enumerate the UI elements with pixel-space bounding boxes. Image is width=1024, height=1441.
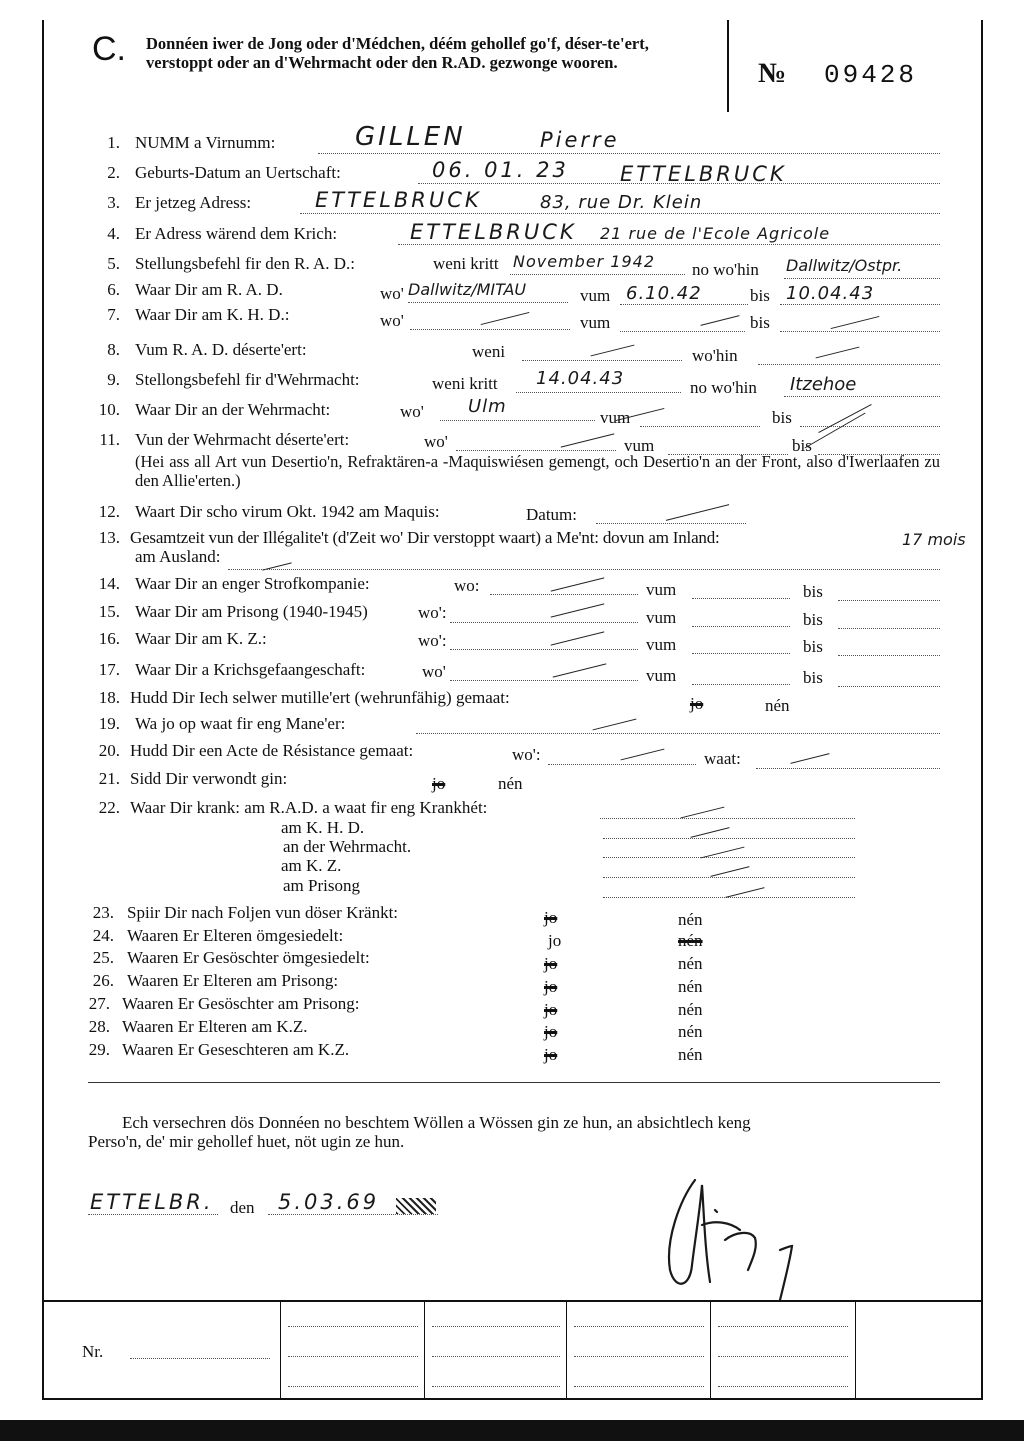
rad-desert-when-dash: [591, 345, 635, 357]
kz-where-label: wo':: [418, 631, 447, 650]
wehrmacht-from-label: vum: [600, 408, 631, 427]
footer-cell-line: [288, 1386, 418, 1387]
war-address-field[interactable]: [398, 244, 940, 245]
mutilation-no[interactable]: nén: [765, 696, 790, 715]
rad-to-label: bis: [750, 286, 770, 305]
parents-prison-yes[interactable]: jo: [544, 977, 558, 996]
row-number: 15.: [98, 602, 120, 621]
footer-col-divider: [566, 1300, 567, 1400]
row-number: 10.: [98, 400, 120, 419]
footer-cell-line: [432, 1356, 560, 1357]
footer-cell-line: [718, 1386, 848, 1387]
footer-cell-line: [432, 1326, 560, 1327]
date-value: 5.03.69: [278, 1190, 380, 1214]
nr-label: Nr.: [82, 1342, 104, 1361]
sick-label: Waar Dir krank: am R.A.D. a waat fir eng Krankhét:: [130, 798, 488, 817]
rad-from-value: 6.10.42: [626, 283, 702, 304]
sick-khd-field[interactable]: [603, 838, 855, 839]
row-number: 7.: [107, 305, 120, 324]
consequences-label: Spiir Dir nach Foljen vun döser Kränkt:: [127, 903, 399, 922]
kz-label: Waar Dir am K. Z.:: [135, 629, 267, 648]
frame-bottom: [42, 1398, 983, 1400]
sick-khd-dash: [690, 827, 729, 838]
row-number: 21.: [98, 769, 120, 788]
mutilation-label: Hudd Dir Iech selwer mutille'ert (wehrunfähig) gemaat:: [130, 688, 510, 707]
prison-from-label: vum: [646, 608, 677, 627]
sick-kz-field[interactable]: [603, 877, 855, 878]
resistance-what-dash: [790, 753, 829, 764]
wehrmacht-from-field[interactable]: [640, 426, 760, 427]
rad-desert-when-label: weni: [472, 342, 506, 361]
kz-from-field[interactable]: [692, 653, 790, 654]
resistance-what-field[interactable]: [756, 768, 940, 769]
section-letter: C.: [92, 30, 126, 68]
footer-cell-line: [432, 1386, 560, 1387]
date-field[interactable]: [268, 1214, 438, 1215]
wehrmacht-order-label: Stellongsbefehl fir d'Wehrmacht:: [135, 370, 360, 389]
address-street-value: 83, rue Dr. Klein: [540, 192, 703, 213]
kz-where-field[interactable]: [450, 649, 638, 650]
prison-to-label: bis: [803, 610, 823, 629]
rad-order-when-value: November 1942: [513, 252, 656, 271]
khd-label: Waar Dir am K. H. D.:: [135, 305, 290, 324]
wehrmacht-order-when-field[interactable]: [516, 392, 681, 393]
address-label: Er jetzeg Adress:: [135, 193, 252, 212]
row-number: 16.: [98, 629, 120, 648]
rad-desert-where-label: wo'hin: [692, 346, 738, 365]
khd-from-dash: [700, 315, 739, 326]
wehrmacht-desert-where-dash: [561, 433, 615, 447]
siblings-kz-yes[interactable]: jo: [544, 1045, 558, 1064]
row-number: 2.: [107, 163, 120, 182]
row-number: 23.: [92, 903, 114, 922]
punishment-to-field[interactable]: [838, 600, 940, 601]
wehrmacht-where-field[interactable]: [440, 420, 595, 421]
rad-order-where-field[interactable]: [784, 278, 940, 279]
prison-label: Waar Dir am Prisong (1940-1945): [135, 602, 368, 621]
parents-prison-no[interactable]: nén: [678, 977, 703, 996]
consequences-no[interactable]: nén: [678, 910, 703, 929]
wehrmacht-where-label: wo': [400, 402, 424, 421]
footer-col-divider: [710, 1300, 711, 1400]
punishment-where-field[interactable]: [490, 594, 638, 595]
footer-cell-line: [718, 1356, 848, 1357]
separator-line: [88, 1082, 940, 1083]
wehrmacht-to-label: bis: [772, 408, 792, 427]
row-number: 6.: [107, 280, 120, 299]
wehrmacht-to-field[interactable]: [800, 426, 940, 427]
den-label: den: [230, 1198, 255, 1217]
row-number: 27.: [88, 994, 110, 1013]
row-number: 17.: [98, 660, 120, 679]
wehrmacht-desert-where-label: wo': [424, 432, 448, 451]
pow-label: Waar Dir a Krichsgefaangeschaft:: [135, 660, 366, 679]
form-title: Donnéen iwer de Jong oder d'Médchen, déém gehollef go'f, déser-te'ert, verstoppt oder an d'Wehrmacht oder den R.AD. gezwonge wooren.: [146, 34, 649, 72]
rad-desert-when-field[interactable]: [522, 360, 682, 361]
rad-desert-where-field[interactable]: [758, 364, 940, 365]
row-number: 8.: [107, 340, 120, 359]
form-number: 09428: [824, 60, 918, 90]
prison-where-field[interactable]: [450, 622, 638, 623]
wounded-label: Sidd Dir verwondt gin:: [130, 769, 288, 788]
wehrmacht-order-when-label: weni kritt: [432, 374, 498, 393]
row-number: 1.: [107, 133, 120, 152]
footer-col-divider: [280, 1300, 281, 1400]
wehrmacht-order-where-value: Itzehoe: [790, 374, 857, 395]
maquis-label: Waart Dir scho virum Okt. 1942 am Maquis:: [135, 502, 440, 521]
war-address-city-value: ETTELBRUCK: [410, 220, 577, 244]
illegality-label: Gesamtzeit vun der Illégalite't (d'Zeit wo' Dir verstoppt waart) a Me'nt: dovun am Inland:: [130, 528, 720, 547]
row-number: 13.: [98, 528, 120, 547]
footer-cell-line: [574, 1386, 704, 1387]
name-field[interactable]: [318, 153, 940, 154]
rad-to-value: 10.04.43: [786, 283, 875, 304]
footer-cell-line: [574, 1356, 704, 1357]
footer-cell-line: [718, 1326, 848, 1327]
punishment-company-label: Waar Dir an enger Strofkompanie:: [135, 574, 370, 593]
parents-resettled-no[interactable]: nén: [678, 931, 703, 950]
sick-khd-label: am K. H. D.: [281, 818, 365, 837]
row-number: 22.: [98, 798, 120, 817]
declaration-line-1: Ech versechren dös Donnéen no beschtem Wöllen a Wössen gin ze hun, an absichtlech keng: [122, 1113, 751, 1132]
prison-where-dash: [551, 603, 605, 617]
sick-wehrmacht-label: an der Wehrmacht.: [283, 837, 412, 856]
rad-from-field[interactable]: [620, 304, 748, 305]
footer-cell-line: [574, 1326, 704, 1327]
place-field[interactable]: [88, 1214, 218, 1215]
sick-prison-field[interactable]: [603, 897, 855, 898]
kz-where-dash: [551, 631, 605, 645]
row-number: 24.: [92, 926, 114, 945]
rad-desert-where-dash: [816, 347, 860, 359]
footer-cell-line: [288, 1326, 418, 1327]
rad-to-field[interactable]: [780, 304, 940, 305]
pow-from-field[interactable]: [692, 684, 790, 685]
row-number: 4.: [107, 224, 120, 243]
pow-where-dash: [553, 663, 607, 677]
row-number: 25.: [92, 948, 114, 967]
prison-to-field[interactable]: [838, 628, 940, 629]
birth-date-value: 06. 01. 23: [432, 158, 569, 182]
rad-order-where-value: Dallwitz/Ostpr.: [786, 256, 903, 275]
wehrmacht-desert-label: Vun der Wehrmacht déserte'ert:: [135, 430, 350, 449]
place-value: ETTELBR.: [90, 1190, 214, 1214]
manner-dash: [593, 719, 637, 731]
wehrmacht-order-where-label: no wo'hin: [690, 378, 757, 397]
sick-prison-label: am Prisong: [283, 876, 360, 895]
address-city-value: ETTELBRUCK: [315, 188, 482, 212]
row-number: 12.: [98, 502, 120, 521]
wehrmacht-label: Waar Dir an der Wehrmacht:: [135, 400, 331, 419]
siblings-kz-label: Waaren Er Geseschteren am K.Z.: [122, 1040, 350, 1059]
rad-from-label: vum: [580, 286, 611, 305]
kz-to-field[interactable]: [838, 655, 940, 656]
rad-label: Waar Dir am R. A. D.: [135, 280, 283, 299]
rad-order-when-label: weni kritt: [433, 254, 499, 273]
row-number: 3.: [107, 193, 120, 212]
row-number: 14.: [98, 574, 120, 593]
rad-desert-label: Vum R. A. D. déserte'ert:: [135, 340, 307, 359]
resistance-where-field[interactable]: [548, 764, 696, 765]
khd-to-field[interactable]: [780, 331, 940, 332]
frame-right: [981, 20, 983, 1400]
nr-field[interactable]: [130, 1358, 270, 1359]
page-edge: [0, 1420, 1024, 1441]
pow-from-label: vum: [646, 666, 677, 685]
resistance-where-label: wo':: [512, 745, 541, 764]
parents-kz-no[interactable]: nén: [678, 1022, 703, 1041]
abroad-label: am Ausland:: [135, 547, 221, 566]
siblings-resettled-label: Waaren Er Gesöschter ömgesiedelt:: [127, 948, 370, 967]
khd-to-label: bis: [750, 313, 770, 332]
wehrmacht-desert-where-field[interactable]: [456, 450, 616, 451]
prison-from-field[interactable]: [692, 626, 790, 627]
rad-order-label: Stellungsbefehl fir den R. A. D.:: [135, 254, 356, 273]
siblings-resettled-no[interactable]: nén: [678, 954, 703, 973]
footer-cell-line: [288, 1356, 418, 1357]
frame-left: [42, 20, 44, 1400]
wehrmacht-to-dash: [818, 404, 871, 433]
row-number: 26.: [92, 971, 114, 990]
punishment-from-label: vum: [646, 580, 677, 599]
parents-kz-yes[interactable]: jo: [544, 1022, 558, 1041]
footer-col-divider: [424, 1300, 425, 1400]
siblings-prison-label: Waaren Er Gesöschter am Prisong:: [122, 994, 360, 1013]
birth-place-value: ETTELBRUCK: [620, 162, 787, 186]
khd-from-field[interactable]: [620, 331, 745, 332]
khd-where-field[interactable]: [410, 329, 570, 330]
maquis-date-dash: [666, 504, 729, 521]
prison-where-label: wo':: [418, 603, 447, 622]
siblings-prison-yes[interactable]: jo: [544, 1000, 558, 1019]
maquis-date-label: Datum:: [526, 505, 577, 524]
rad-where-value: Dallwitz/MITAU: [408, 280, 527, 299]
rad-order-where-label: no wo'hin: [692, 260, 759, 279]
khd-to-dash: [831, 316, 880, 329]
footer-top-line: [42, 1300, 983, 1302]
siblings-kz-no[interactable]: nén: [678, 1045, 703, 1064]
mutilation-yes[interactable]: jo: [690, 694, 704, 713]
wounded-no[interactable]: nén: [498, 774, 523, 793]
khd-where-dash: [481, 312, 530, 325]
row-number: 20.: [98, 741, 120, 760]
birth-label: Geburts-Datum an Uertschaft:: [135, 163, 341, 182]
punishment-where-dash: [551, 577, 605, 591]
resistance-where-dash: [621, 749, 665, 761]
name-label: NUMM a Virnumm:: [135, 133, 276, 152]
wehrmacht-desert-from-label: vum: [624, 436, 655, 455]
row-number: 28.: [88, 1017, 110, 1036]
desertion-note: (Hei ass all Art vun Desertio'n, Refraktären-a -Maquiswiésen gemengt, och Desertio'n an der Front, also d'Iwerlaafen zu den Allie'erten.): [135, 452, 940, 490]
resistance-label: Hudd Dir een Acte de Résistance gemaat:: [130, 741, 414, 760]
wehrmacht-where-value: Ulm: [468, 396, 507, 417]
address-field[interactable]: [300, 213, 940, 214]
wehrmacht-order-where-field[interactable]: [784, 396, 940, 397]
pow-to-field[interactable]: [838, 686, 940, 687]
sick-kz-label: am K. Z.: [281, 856, 342, 875]
khd-from-label: vum: [580, 313, 611, 332]
footer-col-divider: [855, 1300, 856, 1400]
pow-to-label: bis: [803, 668, 823, 687]
siblings-prison-no[interactable]: nén: [678, 1000, 703, 1019]
sick-kz-dash: [710, 866, 749, 877]
manner-label: Wa jo op waat fir eng Mane'er:: [135, 714, 346, 733]
parents-resettled-yes[interactable]: jo: [548, 931, 562, 950]
wehrmacht-desert-to-label: bis: [792, 436, 812, 455]
sick-rad-dash: [681, 807, 725, 819]
header-divider: [727, 20, 729, 112]
parents-prison-label: Waaren Er Elteren am Prisong:: [127, 971, 339, 990]
row-number: 5.: [107, 254, 120, 273]
siblings-resettled-yes[interactable]: jo: [544, 954, 558, 973]
firstname-value: Pierre: [540, 128, 620, 152]
row-number: 9.: [107, 370, 120, 389]
rad-where-field[interactable]: [408, 302, 568, 303]
row-number: 18.: [98, 688, 120, 707]
war-address-label: Er Adress wärend dem Krich:: [135, 224, 338, 243]
date-scribble: [396, 1198, 436, 1214]
rad-order-when-field[interactable]: [510, 274, 685, 275]
punishment-to-label: bis: [803, 582, 823, 601]
row-number: 19.: [98, 714, 120, 733]
wehrmacht-desert-to-dash: [804, 413, 865, 449]
rad-where-label: wo': [380, 284, 404, 303]
wehrmacht-order-when-value: 14.04.43: [536, 368, 625, 389]
war-address-street-value: 21 rue de l'Ecole Agricole: [600, 224, 831, 243]
kz-to-label: bis: [803, 637, 823, 656]
consequences-yes[interactable]: jo: [544, 908, 558, 927]
kz-from-label: vum: [646, 635, 677, 654]
surname-value: GILLEN: [355, 122, 466, 152]
khd-where-label: wo': [380, 311, 404, 330]
signature: [640, 1170, 820, 1305]
pow-where-field[interactable]: [450, 680, 638, 681]
form-number-label: №: [758, 58, 787, 89]
declaration-line-2: Perso'n, de' mir gehollef huet, nöt ugin ze hun.: [88, 1132, 405, 1151]
pow-where-label: wo': [422, 662, 446, 681]
inland-value: 17 mois: [902, 530, 966, 549]
wounded-yes[interactable]: jo: [432, 774, 446, 793]
row-number: 29.: [88, 1040, 110, 1059]
manner-field[interactable]: [416, 733, 940, 734]
punishment-from-field[interactable]: [692, 598, 790, 599]
maquis-date-field[interactable]: [596, 523, 746, 524]
parents-kz-label: Waaren Er Elteren am K.Z.: [122, 1017, 308, 1036]
row-number: 11.: [99, 430, 120, 449]
punishment-where-label: wo:: [454, 576, 480, 595]
sick-rad-field[interactable]: [600, 818, 855, 819]
resistance-what-label: waat:: [704, 749, 741, 768]
illegality-field[interactable]: [228, 569, 940, 570]
sick-wehrmacht-field[interactable]: [603, 857, 855, 858]
parents-resettled-label: Waaren Er Elteren ömgesiedelt:: [127, 926, 344, 945]
